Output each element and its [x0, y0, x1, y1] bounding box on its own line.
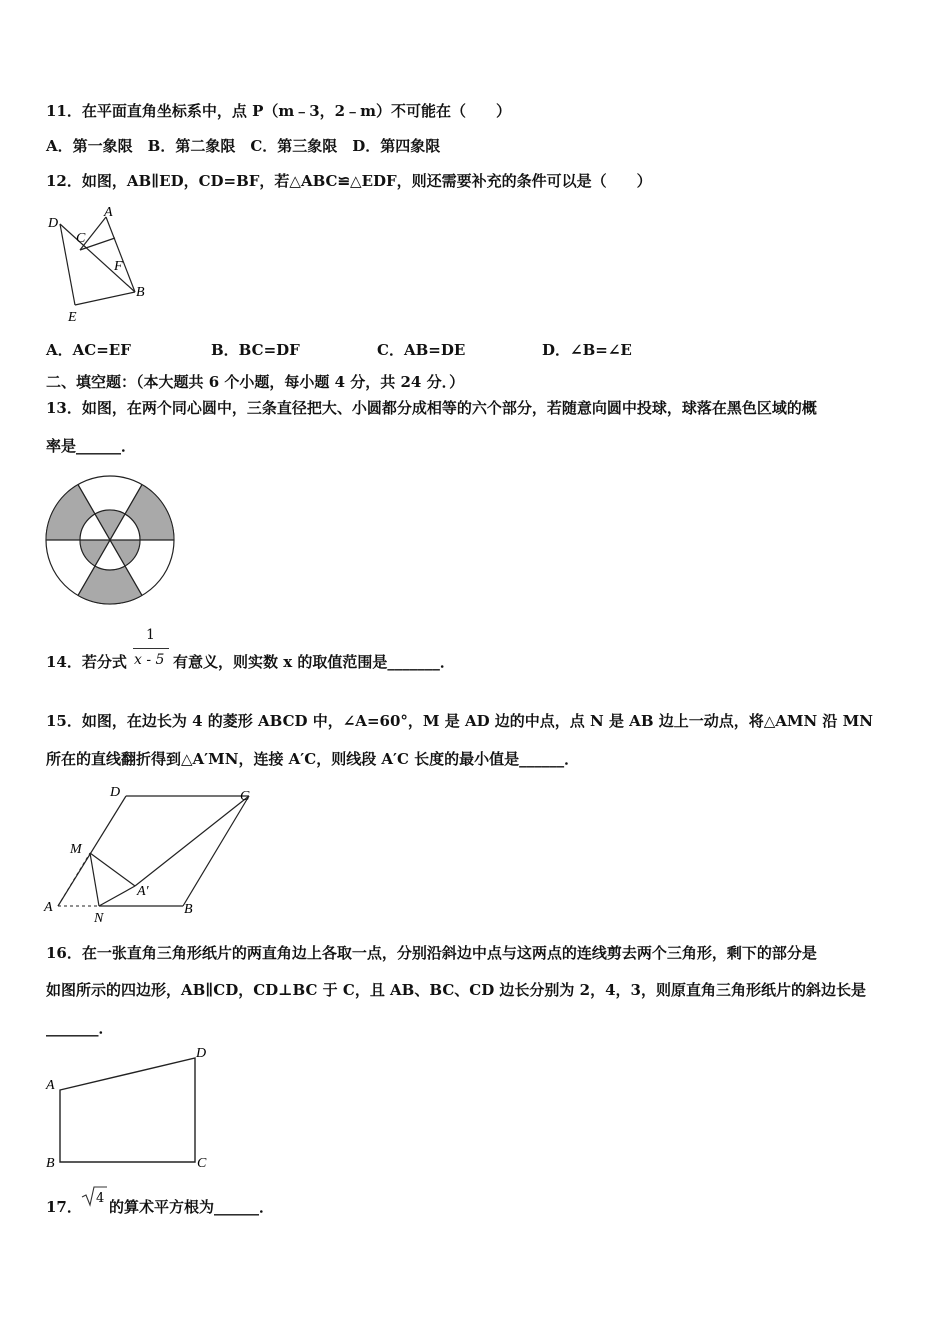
- q15-label-d: D: [110, 785, 121, 800]
- q16-label-a: A: [46, 1078, 55, 1093]
- q12-label-b: B: [136, 285, 145, 300]
- q13-stem-line2: 率是______．: [46, 437, 137, 455]
- q14-numerator: 1: [146, 627, 155, 643]
- q12-label-a: A: [104, 205, 113, 220]
- q16-stem-line1: 16．在一张直角三角形纸片的两直角边上各取一点，分别沿斜边中点与这两点的连线剪去两个三角形，剩下的部分是: [46, 944, 817, 962]
- section-2-title: 二、填空题：（本大题共 6 个小题，每小题 4 分，共 24 分．）: [46, 373, 465, 391]
- q13-figure: [40, 470, 180, 610]
- q17-radicand: 4: [96, 1191, 105, 1206]
- q12-figure: [44, 202, 154, 324]
- q13-stem-line1: 13．如图，在两个同心圆中，三条直径把大、小圆都分成相等的六个部分，若随意向圆中投球，球落在黑色区域的概: [46, 399, 817, 417]
- q16-stem-line3: _______．: [46, 1019, 114, 1037]
- q16-stem-line2: 如图所示的四边形，AB∥CD，CD⊥BC 于 C，且 AB、BC、CD 边长分别为 2，4，3，则原直角三角形纸片的斜边长是: [46, 981, 866, 999]
- q15-figure: [40, 782, 265, 927]
- q15-label-b: B: [184, 902, 193, 917]
- q16-label-d: D: [196, 1046, 207, 1061]
- q16-figure: [40, 1042, 220, 1174]
- q12-option-a: A．AC=EF: [46, 341, 131, 359]
- q14-suffix: 有意义，则实数 x 的取值范围是_______．: [173, 653, 455, 671]
- q12-label-d: D: [48, 216, 59, 231]
- q12-option-b: B．BC=DF: [211, 341, 300, 359]
- q17-suffix: 的算术平方根为______．: [109, 1198, 275, 1216]
- q16-label-b: B: [46, 1156, 55, 1171]
- q15-stem-line1: 15．如图，在边长为 4 的菱形 ABCD 中，∠A=60°，M 是 AD 边的中点，点 N 是 AB 边上一动点，将△AMN 沿 MN: [46, 712, 873, 730]
- q15-label-n: N: [94, 911, 104, 926]
- q15-label-m: M: [70, 842, 82, 857]
- q11-stem: 11．在平面直角坐标系中，点 P（m﹣3，2﹣m）不可能在（ ）: [46, 102, 511, 120]
- q12-option-d: D．∠B=∠E: [542, 341, 632, 359]
- q11-options: A．第一象限 B．第二象限 C．第三象限 D．第四象限: [46, 137, 441, 155]
- q12-label-c: C: [76, 231, 86, 246]
- q14-fraction-bar: [133, 648, 169, 649]
- q12-label-f: F: [114, 259, 123, 274]
- q15-stem-line2: 所在的直线翻折得到△A′MN，连接 A′C，则线段 A′C 长度的最小值是______．: [46, 750, 580, 768]
- q17-sqrt-symbol: [80, 1184, 108, 1208]
- q14-prefix: 14．若分式: [46, 653, 127, 671]
- q15-label-a-prime: A′: [137, 884, 149, 899]
- q12-stem: 12．如图，AB∥ED，CD=BF，若△ABC≌△EDF，则还需要补充的条件可以是（ ）: [46, 172, 652, 190]
- q15-label-a: A: [44, 900, 53, 915]
- q15-label-c: C: [240, 789, 250, 804]
- q16-label-c: C: [197, 1156, 207, 1171]
- q12-option-c: C．AB=DE: [377, 341, 466, 359]
- q14-denominator: x - 5: [134, 652, 165, 668]
- q17-prefix: 17．: [46, 1198, 82, 1216]
- q12-label-e: E: [68, 310, 77, 324]
